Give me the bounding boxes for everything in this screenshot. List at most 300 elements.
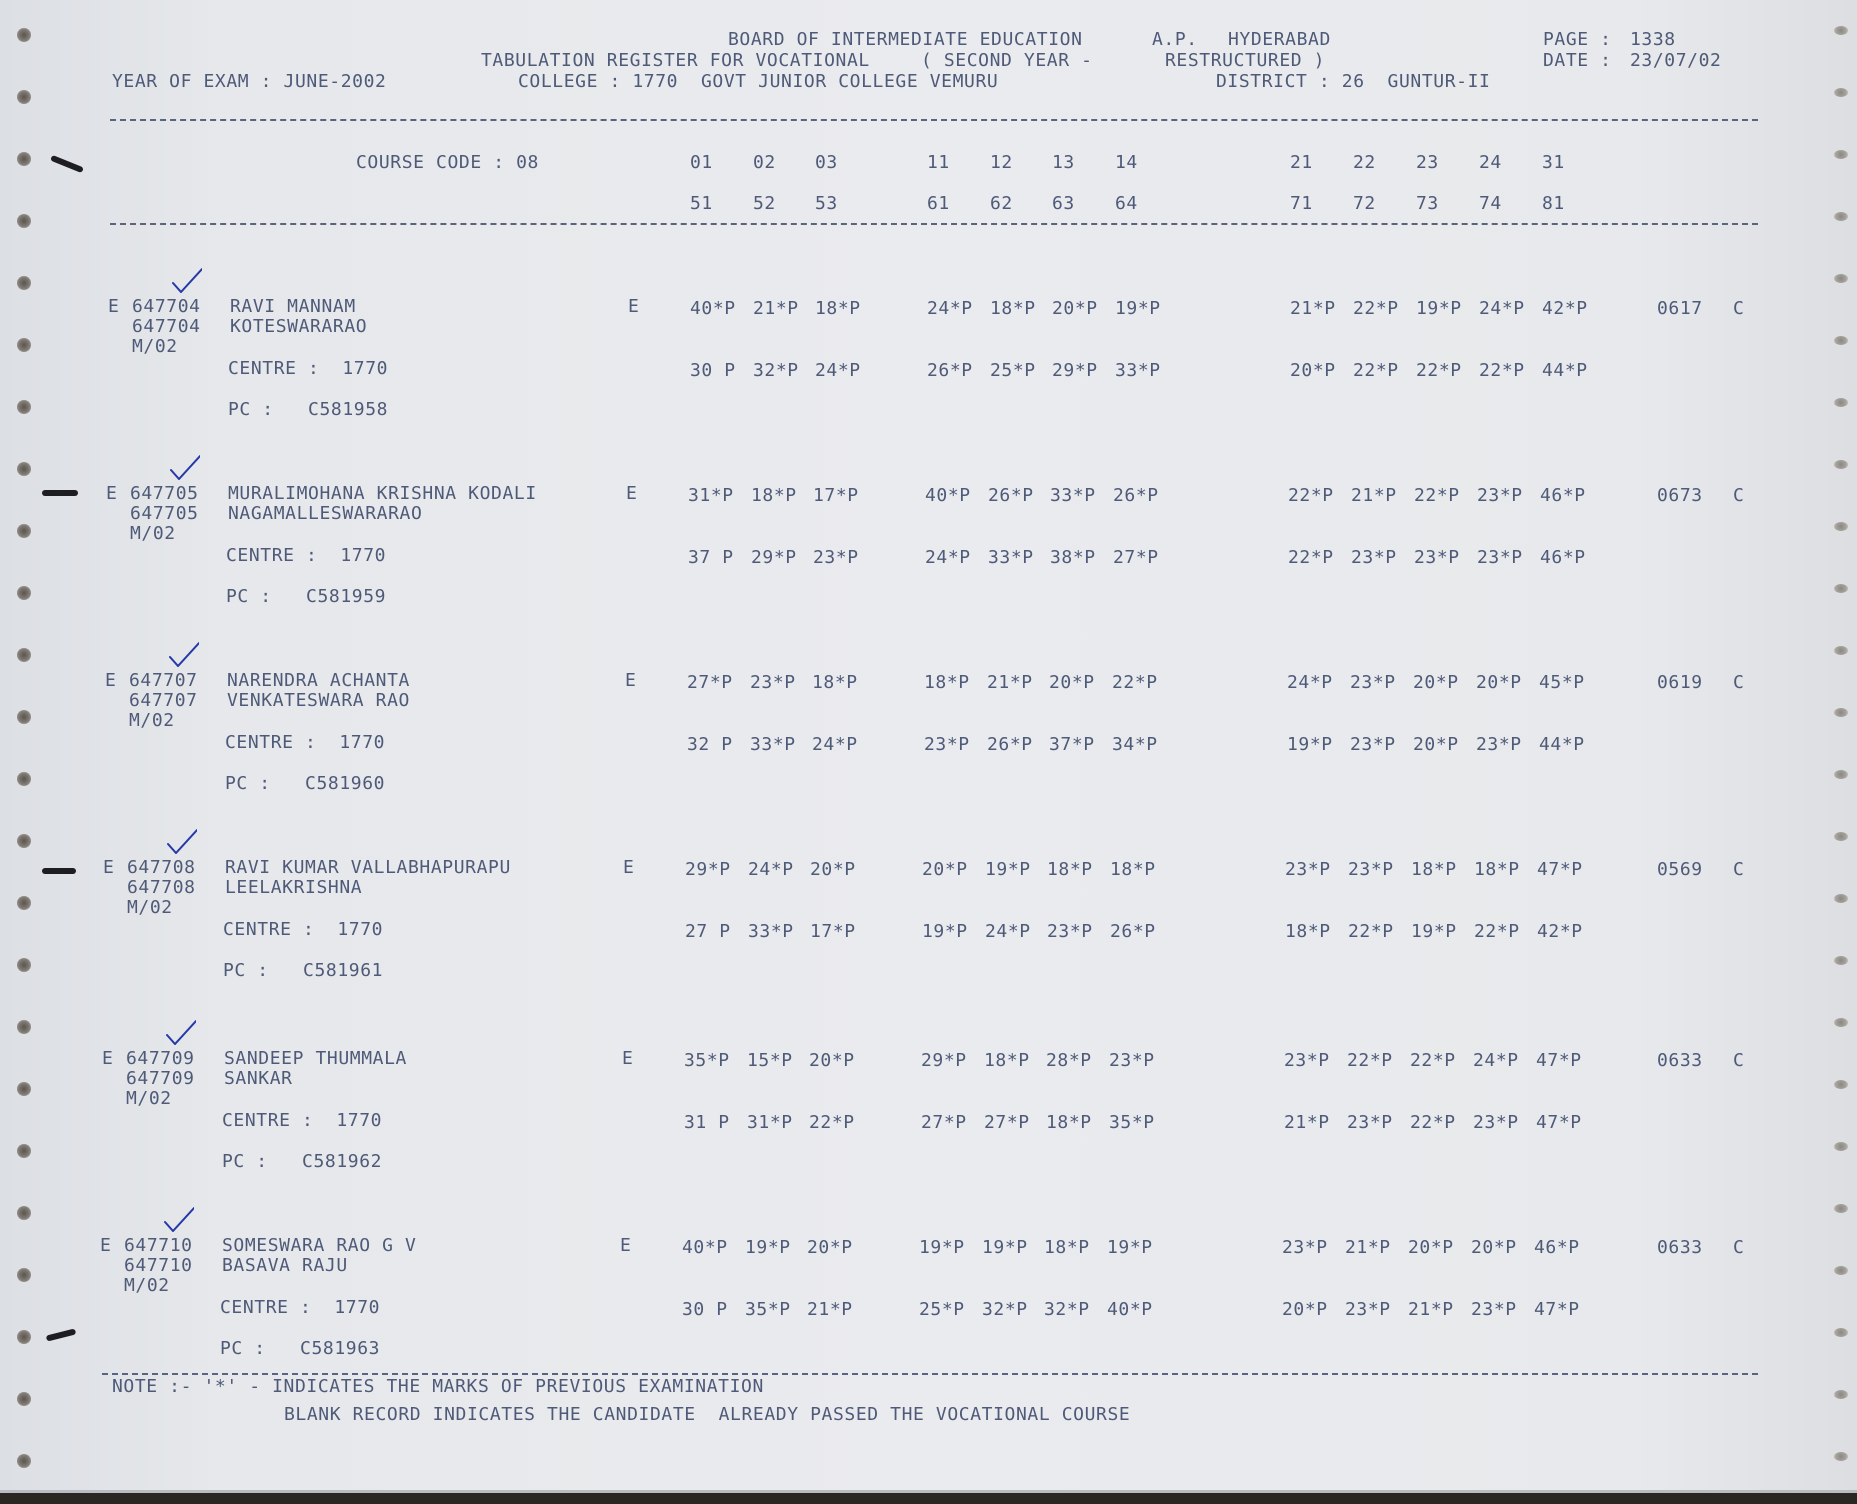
mark-cell: 23*P — [750, 672, 796, 693]
mark-cell: 21*P — [1290, 298, 1336, 319]
mark-cell: 23*P — [1350, 672, 1396, 693]
mark-cell: 18*P — [1044, 1237, 1090, 1258]
footer-divider — [102, 1373, 1758, 1375]
medium: E — [620, 1235, 632, 1256]
mark-cell: 27*P — [1113, 547, 1159, 568]
mark-cell: 21*P — [1345, 1237, 1391, 1258]
mark-cell: 35*P — [745, 1299, 791, 1320]
restructured-label: RESTRUCTURED ) — [1165, 50, 1326, 71]
centre-code: CENTRE : 1770 — [220, 1297, 381, 1318]
perforation-hole — [1834, 584, 1848, 593]
registration-number: 647705 — [130, 483, 199, 504]
student-name: SANDEEP THUMMALA — [224, 1048, 407, 1069]
mark-cell: 18*P — [1110, 859, 1156, 880]
mark-cell: 40*P — [1107, 1299, 1153, 1320]
subject-code: 11 — [927, 152, 950, 173]
mark-cell: 45*P — [1539, 672, 1585, 693]
student-name: NARENDRA ACHANTA — [227, 670, 410, 691]
centre-code: CENTRE : 1770 — [223, 919, 384, 940]
mark-cell: 47*P — [1534, 1299, 1580, 1320]
perforation-hole — [1834, 460, 1848, 469]
father-name: KOTESWARARAO — [230, 316, 368, 337]
mark-cell: 23*P — [1285, 859, 1331, 880]
mark-cell: 26*P — [1113, 485, 1159, 506]
mark-cell: 24*P — [815, 360, 861, 381]
mark-cell: 20*P — [1413, 734, 1459, 755]
mark-cell: 20*P — [1052, 298, 1098, 319]
mark-cell: 24*P — [925, 547, 971, 568]
mark-cell: 27*P — [984, 1112, 1030, 1133]
total-marks: 0569 — [1657, 859, 1703, 880]
exam-month: M/02 — [130, 523, 176, 544]
pc-number: PC : C581961 — [223, 960, 384, 981]
perforation-hole — [17, 1330, 31, 1344]
subject-code: 52 — [753, 193, 776, 214]
perforation-hole — [1834, 1080, 1848, 1089]
perforation-hole — [1834, 522, 1848, 531]
mark-cell: 20*P — [1408, 1237, 1454, 1258]
mark-cell: 25*P — [990, 360, 1036, 381]
board-title: BOARD OF INTERMEDIATE EDUCATION — [728, 29, 1083, 50]
exam-month: M/02 — [126, 1088, 172, 1109]
mark-cell: 31 P — [684, 1112, 730, 1133]
mark-cell: 47*P — [1536, 1050, 1582, 1071]
perforation-hole — [17, 586, 31, 600]
mark-cell: 22*P — [1112, 672, 1158, 693]
checkmark-icon — [170, 267, 202, 293]
perforation-hole — [17, 338, 31, 352]
mark-cell: 32*P — [982, 1299, 1028, 1320]
mark-cell: 22*P — [809, 1112, 855, 1133]
mark-cell: 44*P — [1542, 360, 1588, 381]
mark-cell: 17*P — [813, 485, 859, 506]
mark-cell: 24*P — [812, 734, 858, 755]
mark-cell: 24*P — [985, 921, 1031, 942]
student-name: RAVI MANNAM — [230, 296, 356, 317]
mark-cell: 19*P — [1416, 298, 1462, 319]
record-prefix: E — [105, 670, 117, 691]
mark-cell: 23*P — [924, 734, 970, 755]
mark-cell: 23*P — [1284, 1050, 1330, 1071]
mark-cell: 18*P — [1046, 1112, 1092, 1133]
result-class: C — [1733, 859, 1745, 880]
mark-cell: 46*P — [1540, 485, 1586, 506]
mark-cell: 23*P — [1473, 1112, 1519, 1133]
centre-code: CENTRE : 1770 — [225, 732, 386, 753]
mark-cell: 42*P — [1542, 298, 1588, 319]
result-class: C — [1733, 298, 1745, 319]
perforation-hole — [1834, 1142, 1848, 1151]
mark-cell: 24*P — [927, 298, 973, 319]
mark-cell: 19*P — [982, 1237, 1028, 1258]
perforation-hole — [17, 958, 31, 972]
mark-cell: 30 P — [690, 360, 736, 381]
mark-cell: 33*P — [1050, 485, 1096, 506]
perforation-hole — [17, 710, 31, 724]
mark-cell: 24*P — [748, 859, 794, 880]
mark-cell: 20*P — [810, 859, 856, 880]
mark-cell: 20*P — [1476, 672, 1522, 693]
mark-cell: 20*P — [1413, 672, 1459, 693]
perforation-hole — [1834, 336, 1848, 345]
pc-number: PC : C581960 — [225, 773, 386, 794]
perforation-hole — [1834, 1390, 1848, 1399]
mark-cell: 35*P — [1109, 1112, 1155, 1133]
exam-month: M/02 — [132, 336, 178, 357]
subject-code: 22 — [1353, 152, 1376, 173]
subject-code: 03 — [815, 152, 838, 173]
mark-cell: 29*P — [751, 547, 797, 568]
header-divider — [110, 119, 1758, 121]
mark-cell: 23*P — [1471, 1299, 1517, 1320]
hall-ticket-number: 647708 — [127, 877, 196, 898]
exam-year: YEAR OF EXAM : JUNE-2002 — [112, 71, 387, 92]
perforation-hole — [17, 896, 31, 910]
record-prefix: E — [103, 857, 115, 878]
mark-cell: 27*P — [687, 672, 733, 693]
print-date: 23/07/02 — [1630, 50, 1722, 71]
mark-cell: 25*P — [919, 1299, 965, 1320]
subject-code: 61 — [927, 193, 950, 214]
mark-cell: 26*P — [927, 360, 973, 381]
mark-cell: 29*P — [921, 1050, 967, 1071]
subject-code: 12 — [990, 152, 1013, 173]
perforation-hole — [17, 834, 31, 848]
mark-cell: 20*P — [1049, 672, 1095, 693]
mark-cell: 23*P — [1414, 547, 1460, 568]
perforation-hole — [17, 648, 31, 662]
father-name: BASAVA RAJU — [222, 1255, 348, 1276]
mark-cell: 29*P — [685, 859, 731, 880]
result-class: C — [1733, 672, 1745, 693]
record-prefix: E — [108, 296, 120, 317]
mark-cell: 19*P — [1411, 921, 1457, 942]
mark-cell: 18*P — [1474, 859, 1520, 880]
father-name: VENKATESWARA RAO — [227, 690, 410, 711]
total-marks: 0633 — [1657, 1050, 1703, 1071]
mark-cell: 23*P — [1109, 1050, 1155, 1071]
mark-cell: 40*P — [925, 485, 971, 506]
mark-cell: 21*P — [807, 1299, 853, 1320]
subject-code: 01 — [690, 152, 713, 173]
mark-cell: 21*P — [1284, 1112, 1330, 1133]
mark-cell: 38*P — [1050, 547, 1096, 568]
subject-code: 72 — [1353, 193, 1376, 214]
mark-cell: 20*P — [1282, 1299, 1328, 1320]
mark-cell: 30 P — [682, 1299, 728, 1320]
perforation-hole — [17, 1392, 31, 1406]
mark-cell: 35*P — [684, 1050, 730, 1071]
pc-number: PC : C581958 — [228, 399, 389, 420]
note-line-2: BLANK RECORD INDICATES THE CANDIDATE ALREADY PASSED THE VOCATIONAL COURSE — [284, 1404, 1131, 1425]
mark-cell: 20*P — [922, 859, 968, 880]
mark-cell: 21*P — [1408, 1299, 1454, 1320]
page-number: 1338 — [1630, 29, 1676, 50]
mark-cell: 22*P — [1416, 360, 1462, 381]
mark-cell: 22*P — [1410, 1112, 1456, 1133]
mark-cell: 20*P — [807, 1237, 853, 1258]
perforation-hole — [1834, 646, 1848, 655]
perforation-hole — [17, 28, 31, 42]
mark-cell: 33*P — [748, 921, 794, 942]
hall-ticket-number: 647704 — [132, 316, 201, 337]
mark-cell: 23*P — [1347, 1112, 1393, 1133]
result-class: C — [1733, 1237, 1745, 1258]
mark-cell: 22*P — [1288, 485, 1334, 506]
perforation-hole — [1834, 26, 1848, 35]
city-label: HYDERABAD — [1228, 29, 1331, 50]
perforation-hole — [1834, 770, 1848, 779]
subject-code: 81 — [1542, 193, 1565, 214]
mark-cell: 31*P — [747, 1112, 793, 1133]
perforation-hole — [1834, 398, 1848, 407]
perforation-hole — [17, 1020, 31, 1034]
subject-code: 62 — [990, 193, 1013, 214]
mark-cell: 27*P — [921, 1112, 967, 1133]
mark-cell: 26*P — [987, 734, 1033, 755]
mark-cell: 32 P — [687, 734, 733, 755]
college-info: COLLEGE : 1770 GOVT JUNIOR COLLEGE VEMURU — [518, 71, 999, 92]
perforation-hole — [1834, 1452, 1848, 1461]
father-name: LEELAKRISHNA — [225, 877, 363, 898]
subject-code: 21 — [1290, 152, 1313, 173]
checkmark-icon — [168, 454, 200, 480]
pen-mark — [42, 868, 76, 874]
date-label: DATE : — [1543, 50, 1612, 71]
perforation-hole — [1834, 1018, 1848, 1027]
subject-code: 73 — [1416, 193, 1439, 214]
perforation-hole — [17, 90, 31, 104]
hall-ticket-number: 647710 — [124, 1255, 193, 1276]
mark-cell: 44*P — [1539, 734, 1585, 755]
perforation-hole — [1834, 956, 1848, 965]
subject-code: 74 — [1479, 193, 1502, 214]
perforation-hole — [17, 1206, 31, 1220]
mark-cell: 22*P — [1414, 485, 1460, 506]
district-info: DISTRICT : 26 GUNTUR-II — [1216, 71, 1491, 92]
mark-cell: 19*P — [922, 921, 968, 942]
pc-number: PC : C581959 — [226, 586, 387, 607]
perforation-hole — [17, 772, 31, 786]
mark-cell: 26*P — [988, 485, 1034, 506]
mark-cell: 21*P — [753, 298, 799, 319]
mark-cell: 23*P — [1047, 921, 1093, 942]
perforation-hole — [17, 524, 31, 538]
perforation-hole — [17, 1454, 31, 1468]
mark-cell: 24*P — [1479, 298, 1525, 319]
hall-ticket-number: 647707 — [129, 690, 198, 711]
result-class: C — [1733, 1050, 1745, 1071]
mark-cell: 46*P — [1534, 1237, 1580, 1258]
perforation-hole — [1834, 832, 1848, 841]
total-marks: 0633 — [1657, 1237, 1703, 1258]
mark-cell: 37 P — [688, 547, 734, 568]
mark-cell: 19*P — [919, 1237, 965, 1258]
perforation-hole — [1834, 212, 1848, 221]
mark-cell: 18*P — [984, 1050, 1030, 1071]
perforation-hole — [17, 462, 31, 476]
pc-number: PC : C581963 — [220, 1338, 381, 1359]
mark-cell: 23*P — [1477, 547, 1523, 568]
perforation-hole — [17, 400, 31, 414]
perforation-hole — [1834, 1328, 1848, 1337]
medium: E — [626, 483, 638, 504]
mark-cell: 18*P — [924, 672, 970, 693]
pen-mark — [50, 155, 84, 173]
mark-cell: 32*P — [1044, 1299, 1090, 1320]
subject-code: 63 — [1052, 193, 1075, 214]
checkmark-icon — [162, 1206, 194, 1232]
mark-cell: 24*P — [1287, 672, 1333, 693]
mark-cell: 18*P — [812, 672, 858, 693]
pen-mark — [46, 1328, 77, 1341]
mark-cell: 19*P — [1107, 1237, 1153, 1258]
student-name: RAVI KUMAR VALLABHAPURAPU — [225, 857, 511, 878]
exam-month: M/02 — [127, 897, 173, 918]
page-label: PAGE : — [1543, 29, 1612, 50]
state-label: A.P. — [1152, 29, 1198, 50]
mark-cell: 33*P — [988, 547, 1034, 568]
pen-mark — [42, 490, 78, 496]
perforation-hole — [17, 214, 31, 228]
perforation-hole — [1834, 708, 1848, 717]
exam-month: M/02 — [129, 710, 175, 731]
mark-cell: 20*P — [1471, 1237, 1517, 1258]
mark-cell: 47*P — [1536, 1112, 1582, 1133]
mark-cell: 26*P — [1110, 921, 1156, 942]
year-course: ( SECOND YEAR - — [921, 50, 1093, 71]
note-line-1: NOTE :- '*' - INDICATES THE MARKS OF PREVIOUS EXAMINATION — [112, 1376, 764, 1397]
subject-code: 71 — [1290, 193, 1313, 214]
mark-cell: 42*P — [1537, 921, 1583, 942]
mark-cell: 46*P — [1540, 547, 1586, 568]
course-code: COURSE CODE : 08 — [356, 152, 539, 173]
student-name: MURALIMOHANA KRISHNA KODALI — [228, 483, 537, 504]
mark-cell: 22*P — [1474, 921, 1520, 942]
mark-cell: 22*P — [1288, 547, 1334, 568]
mark-cell: 37*P — [1049, 734, 1095, 755]
registration-number: 647707 — [129, 670, 198, 691]
mark-cell: 23*P — [1351, 547, 1397, 568]
mark-cell: 18*P — [751, 485, 797, 506]
subject-code: 24 — [1479, 152, 1502, 173]
mark-cell: 34*P — [1112, 734, 1158, 755]
register-title: TABULATION REGISTER FOR VOCATIONAL — [481, 50, 870, 71]
mark-cell: 22*P — [1479, 360, 1525, 381]
perforation-hole — [1834, 150, 1848, 159]
total-marks: 0619 — [1657, 672, 1703, 693]
perforation-hole — [1834, 1204, 1848, 1213]
record-prefix: E — [102, 1048, 114, 1069]
total-marks: 0617 — [1657, 298, 1703, 319]
mark-cell: 20*P — [809, 1050, 855, 1071]
mark-cell: 33*P — [750, 734, 796, 755]
record-prefix: E — [100, 1235, 112, 1256]
mark-cell: 20*P — [1290, 360, 1336, 381]
perforation-hole — [1834, 894, 1848, 903]
mark-cell: 40*P — [690, 298, 736, 319]
subject-code: 23 — [1416, 152, 1439, 173]
mark-cell: 29*P — [1052, 360, 1098, 381]
mark-cell: 23*P — [1350, 734, 1396, 755]
mark-cell: 32*P — [753, 360, 799, 381]
subject-code: 64 — [1115, 193, 1138, 214]
subject-code: 51 — [690, 193, 713, 214]
mark-cell: 31*P — [688, 485, 734, 506]
perforation-hole — [17, 1082, 31, 1096]
mark-cell: 18*P — [1285, 921, 1331, 942]
mark-cell: 15*P — [747, 1050, 793, 1071]
mark-cell: 27 P — [685, 921, 731, 942]
mark-cell: 22*P — [1347, 1050, 1393, 1071]
centre-code: CENTRE : 1770 — [226, 545, 387, 566]
mark-cell: 22*P — [1353, 360, 1399, 381]
mark-cell: 23*P — [1476, 734, 1522, 755]
mark-cell: 22*P — [1353, 298, 1399, 319]
mark-cell: 23*P — [1477, 485, 1523, 506]
mark-cell: 17*P — [810, 921, 856, 942]
pc-number: PC : C581962 — [222, 1151, 383, 1172]
mark-cell: 47*P — [1537, 859, 1583, 880]
medium: E — [625, 670, 637, 691]
perforation-hole — [1834, 88, 1848, 97]
mark-cell: 19*P — [985, 859, 1031, 880]
checkmark-icon — [167, 641, 199, 667]
mark-cell: 28*P — [1046, 1050, 1092, 1071]
perforation-hole — [1834, 1266, 1848, 1275]
mark-cell: 24*P — [1473, 1050, 1519, 1071]
perforation-hole — [17, 1268, 31, 1282]
mark-cell: 23*P — [1282, 1237, 1328, 1258]
subject-code: 53 — [815, 193, 838, 214]
mark-cell: 18*P — [815, 298, 861, 319]
mark-cell: 19*P — [745, 1237, 791, 1258]
mark-cell: 33*P — [1115, 360, 1161, 381]
father-name: NAGAMALLESWARARAO — [228, 503, 423, 524]
mark-cell: 19*P — [1287, 734, 1333, 755]
mark-cell: 19*P — [1115, 298, 1161, 319]
mark-cell: 40*P — [682, 1237, 728, 1258]
mark-cell: 21*P — [987, 672, 1033, 693]
subject-divider — [110, 223, 1758, 225]
registration-number: 647710 — [124, 1235, 193, 1256]
result-class: C — [1733, 485, 1745, 506]
checkmark-icon — [165, 828, 197, 854]
mark-cell: 22*P — [1348, 921, 1394, 942]
mark-cell: 21*P — [1351, 485, 1397, 506]
mark-cell: 22*P — [1410, 1050, 1456, 1071]
centre-code: CENTRE : 1770 — [222, 1110, 383, 1131]
father-name: SANKAR — [224, 1068, 293, 1089]
subject-code: 14 — [1115, 152, 1138, 173]
perforation-hole — [17, 152, 31, 166]
exam-month: M/02 — [124, 1275, 170, 1296]
mark-cell: 18*P — [1411, 859, 1457, 880]
medium: E — [628, 296, 640, 317]
centre-code: CENTRE : 1770 — [228, 358, 389, 379]
medium: E — [623, 857, 635, 878]
perforation-hole — [17, 1144, 31, 1158]
perforation-hole — [1834, 274, 1848, 283]
registration-number: 647709 — [126, 1048, 195, 1069]
hall-ticket-number: 647705 — [130, 503, 199, 524]
mark-cell: 18*P — [1047, 859, 1093, 880]
perforation-hole — [17, 276, 31, 290]
total-marks: 0673 — [1657, 485, 1703, 506]
medium: E — [622, 1048, 634, 1069]
hall-ticket-number: 647709 — [126, 1068, 195, 1089]
registration-number: 647708 — [127, 857, 196, 878]
